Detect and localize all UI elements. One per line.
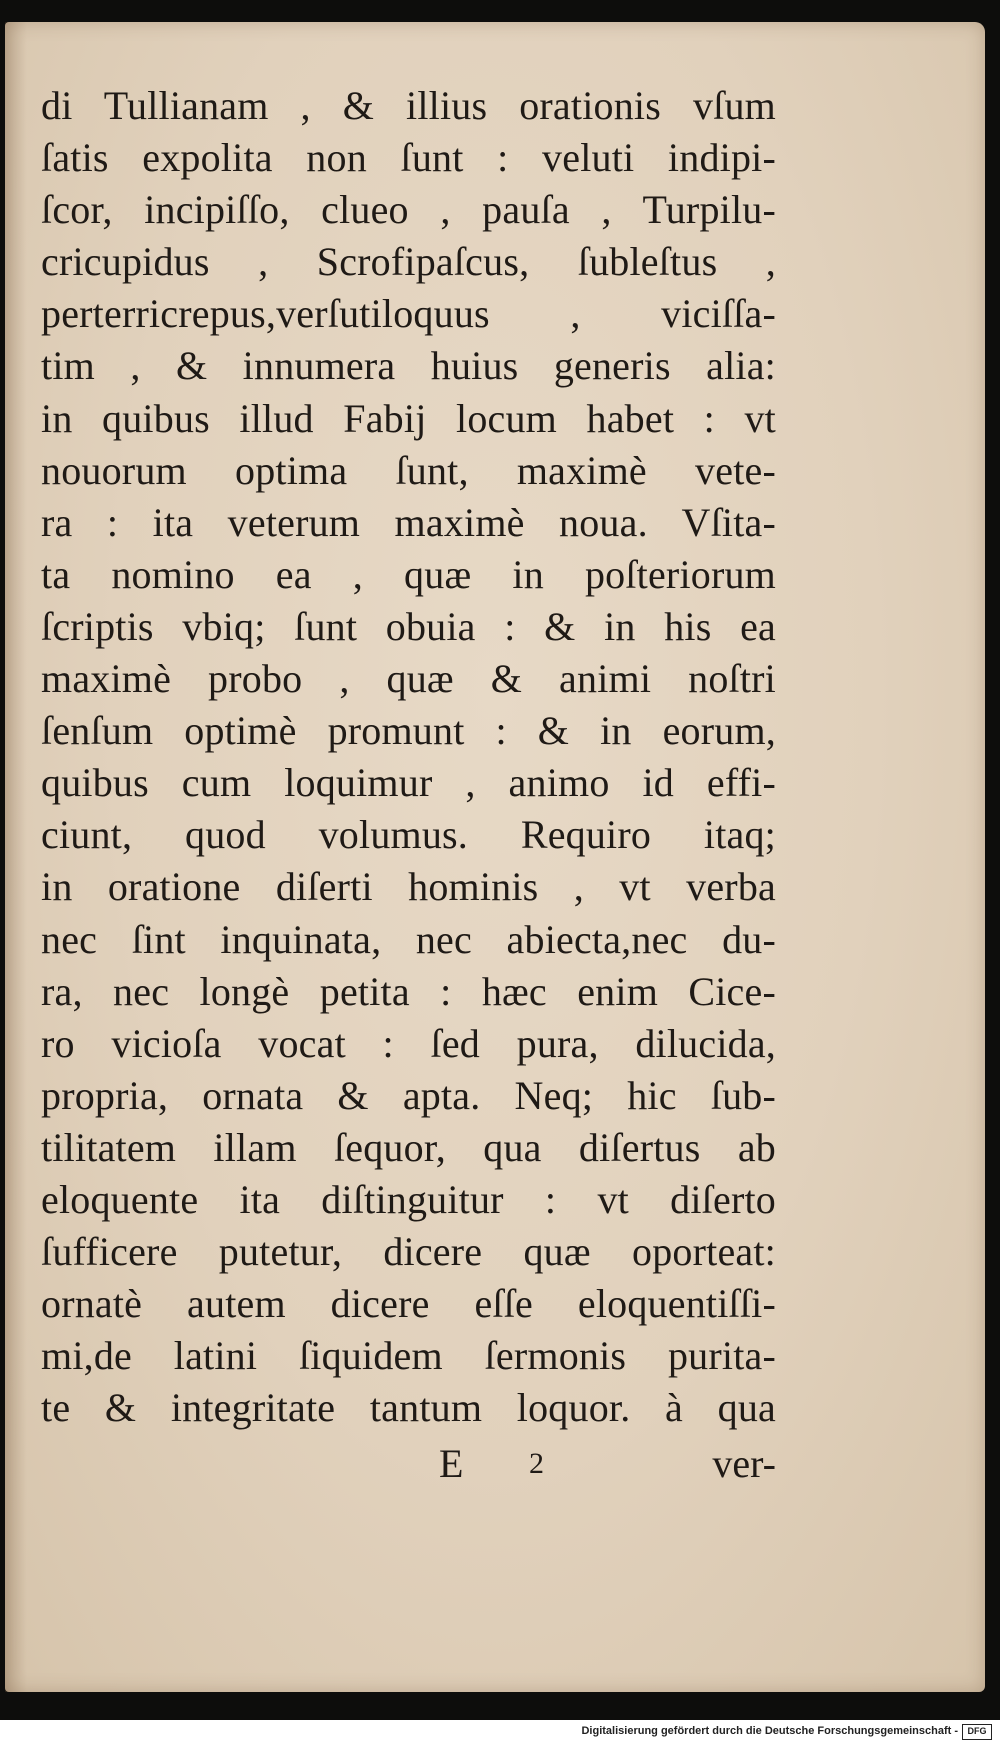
text-line: ciunt, quod volumus. Requiro itaq; xyxy=(41,812,776,858)
dfg-logo-icon: DFG xyxy=(962,1724,992,1740)
text-line: ſufficere putetur, dicere quæ oporteat: xyxy=(41,1229,776,1275)
text-line: di Tullianam , & illius orationis vſum xyxy=(41,83,776,128)
text-line: ornatè autem dicere eſſe eloquentiſſi- xyxy=(41,1281,776,1327)
text-line: nouorum optima ſunt, maximè vete- xyxy=(41,447,776,493)
text-line: in quibus illud Fabij locum habet : vt xyxy=(41,395,776,441)
text-line: ſcor, incipiſſo, clueo , pauſa , Turpilu- xyxy=(41,187,776,233)
text-line: perterricrepus,verſutiloquus , viciſſa- xyxy=(41,291,776,337)
text-line: tilitatem illam ſequor, qua diſertus ab xyxy=(41,1124,776,1170)
text-line: ſcriptis vbiq; ſunt obuia : & in his ea xyxy=(41,603,776,649)
text-line: ro vicioſa vocat : ſed pura, dilucida, xyxy=(41,1020,776,1066)
text-line: tim , & innumera huius generis alia: xyxy=(41,343,776,389)
text-line: ra : ita veterum maximè noua. Vſita- xyxy=(41,499,776,545)
book-page xyxy=(5,22,985,1692)
signature-mark: E xyxy=(439,1441,464,1486)
text-line: cricupidus , Scrofipaſcus, ſubleſtus , xyxy=(41,239,776,285)
text-line: ta nomino ea , quæ in poſteriorum xyxy=(41,551,776,597)
text-line: nec ſint inquinata, nec abiecta,nec du- xyxy=(41,916,776,962)
text-line: ſatis expolita non ſunt : veluti indipi- xyxy=(41,135,776,181)
text-line: te & integritate tantum loquor. à qua xyxy=(41,1385,776,1431)
body-text xyxy=(41,80,776,1434)
page-foot xyxy=(41,1438,776,1490)
text-line: eloquente ita diſtinguitur : vt diſerto xyxy=(41,1176,776,1222)
text-line: mi,de latini ſiquidem ſermonis purita- xyxy=(41,1333,776,1379)
text-line: maximè probo , quæ & animi noſtri xyxy=(41,656,776,702)
text-line: propria, ornata & apta. Neq; hic ſub- xyxy=(41,1072,776,1118)
catchword: ver- xyxy=(712,1441,776,1486)
text-line: quibus cum loquimur , animo id effi- xyxy=(41,760,776,806)
funding-credit: Digitalisierung gefördert durch die Deutsche Forschungsgemeinschaft - xyxy=(581,1725,958,1737)
text-line: ſenſum optimè promunt : & in eorum, xyxy=(41,708,776,754)
folio-number: 2 xyxy=(529,1447,544,1480)
digitization-footer xyxy=(0,1720,1000,1745)
text-line: ra, nec longè petita : hæc enim Cice- xyxy=(41,968,776,1014)
text-line: in oratione diſerti hominis , vt verba xyxy=(41,864,776,910)
